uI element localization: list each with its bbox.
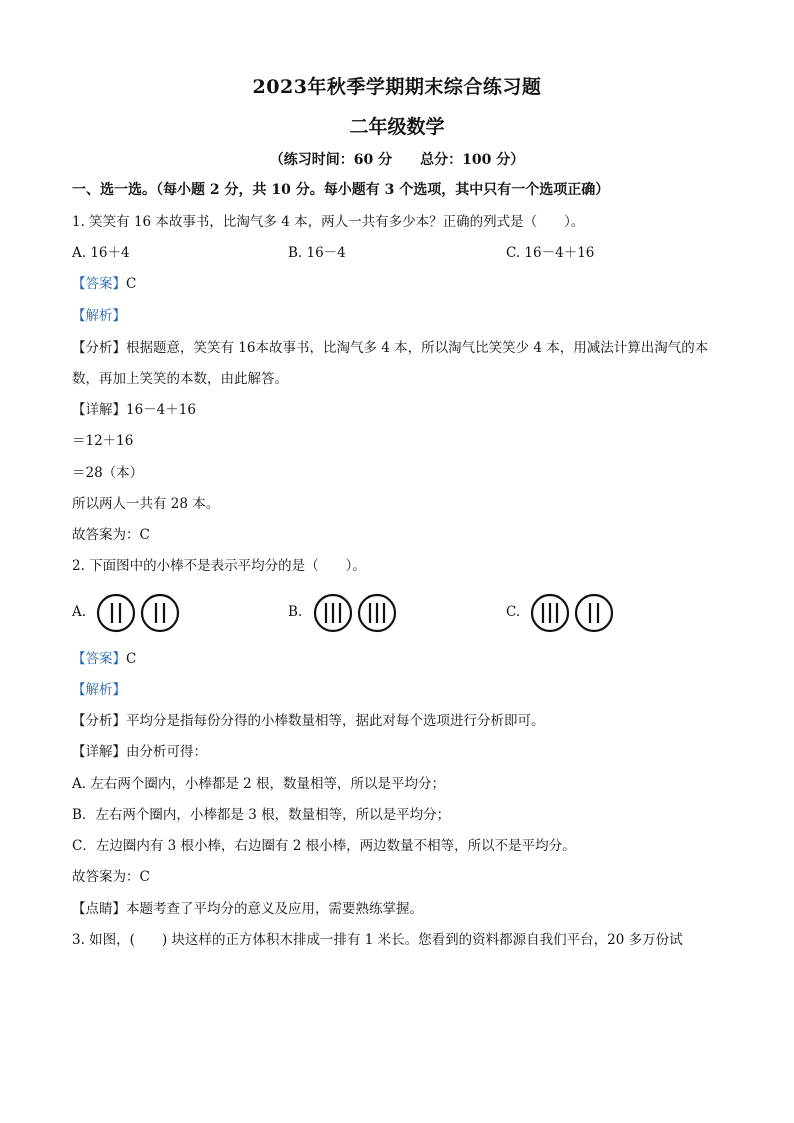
q1-fenxi [72,338,732,358]
fenxi-tag: 【分析】 [72,713,126,729]
q2-option-b-label: B. [288,604,303,620]
q2-line-c: C．左边圈内有 3 根小棒，右边圈有 2 根小棒，两边数量不相等，所以不是平均分。 [72,838,576,854]
q1-detail [72,400,732,420]
q2-line-b: B．左右两个圈内，小棒都是 3 根，数量相等，所以是平均分； [72,807,451,823]
q2-option-c-label: C. [506,604,521,620]
q2-detail [72,742,732,762]
circle-sticks-icon [96,593,136,633]
section-heading: 一、选一选。（每小题 2 分，共 10 分。每小题有 3 个选项，其中只有一个选项正确） [72,182,610,198]
q1-detail-3: ＝28（本） [72,465,144,481]
analysis-tag: 【解析】 [72,308,126,324]
q2-analysis [72,680,732,700]
fenxi-tag: 【分析】 [72,340,126,356]
q1-fenxi-cont: 数，再加上笑笑的本数，由此解答。 [72,371,288,387]
q2-answer [72,649,732,669]
exam-info: （练习时间：60 分 总分：100 分） [269,152,525,168]
detail-text: 16－4＋16 [126,402,196,418]
circle-sticks-icon [357,593,397,633]
answer-tag: 【答案】 [72,651,126,667]
q1-analysis [72,306,732,326]
q1-final: 故答案为：C [72,527,150,543]
q1-detail-2: ＝12＋16 [72,433,134,449]
fenxi-text: 根据题意，笑笑有 16本故事书，比淘气多 4 本，所以淘气比笑笑少 4 本，用减法计算出淘气的本 [126,340,709,356]
q1-option-c: C. 16－4＋16 [506,245,595,261]
page-title: 2023年秋季学期期末综合练习题 [252,76,542,98]
answer-value: C [126,276,137,292]
dianjing-tag: 【点睛】 [72,901,126,917]
q1-option-a: A. 16＋4 [72,245,130,261]
circle-sticks-icon [530,593,570,633]
answer-tag: 【答案】 [72,276,126,292]
detail-text: 由分析可得： [126,744,207,760]
question-3-stem: 3. 如图，( ) 块这样的正方体积木排成一排有 1 米长。您看到的资料都源自我们平台，20 多万份试 [72,932,683,948]
analysis-tag: 【解析】 [72,682,126,698]
circle-sticks-icon [313,593,353,633]
q2-dianjing [72,899,732,919]
detail-tag: 【详解】 [72,744,126,760]
q2-line-a: A. 左右两个圈内，小棒都是 2 根，数量相等，所以是平均分； [72,776,446,792]
question-2-stem: 2. 下面图中的小棒不是表示平均分的是（ ）。 [72,558,366,574]
subject-title: 二年级数学 [349,116,445,138]
q2-option-c-figure [530,593,614,633]
dianjing-text: 本题考查了平均分的意义及应用，需要熟练掌握。 [126,901,423,917]
q2-fenxi [72,711,732,731]
q1-answer [72,274,732,294]
question-1-stem: 1. 笑笑有 16 本故事书，比淘气多 4 本，两人一共有多少本？正确的列式是（ ）。 [72,214,585,230]
fenxi-text: 平均分是指每份分得的小棒数量相等，据此对每个选项进行分析即可。 [126,713,545,729]
circle-sticks-icon [574,593,614,633]
q2-option-a-label: A. [72,604,87,620]
q1-detail-4: 所以两人一共有 28 本。 [72,496,220,512]
q2-option-a-figure [96,593,180,633]
q1-option-b: B. 16－4 [288,245,346,261]
q2-option-b-figure [313,593,397,633]
circle-sticks-icon [140,593,180,633]
q2-final: 故答案为：C [72,869,150,885]
detail-tag: 【详解】 [72,402,126,418]
answer-value: C [126,651,137,667]
